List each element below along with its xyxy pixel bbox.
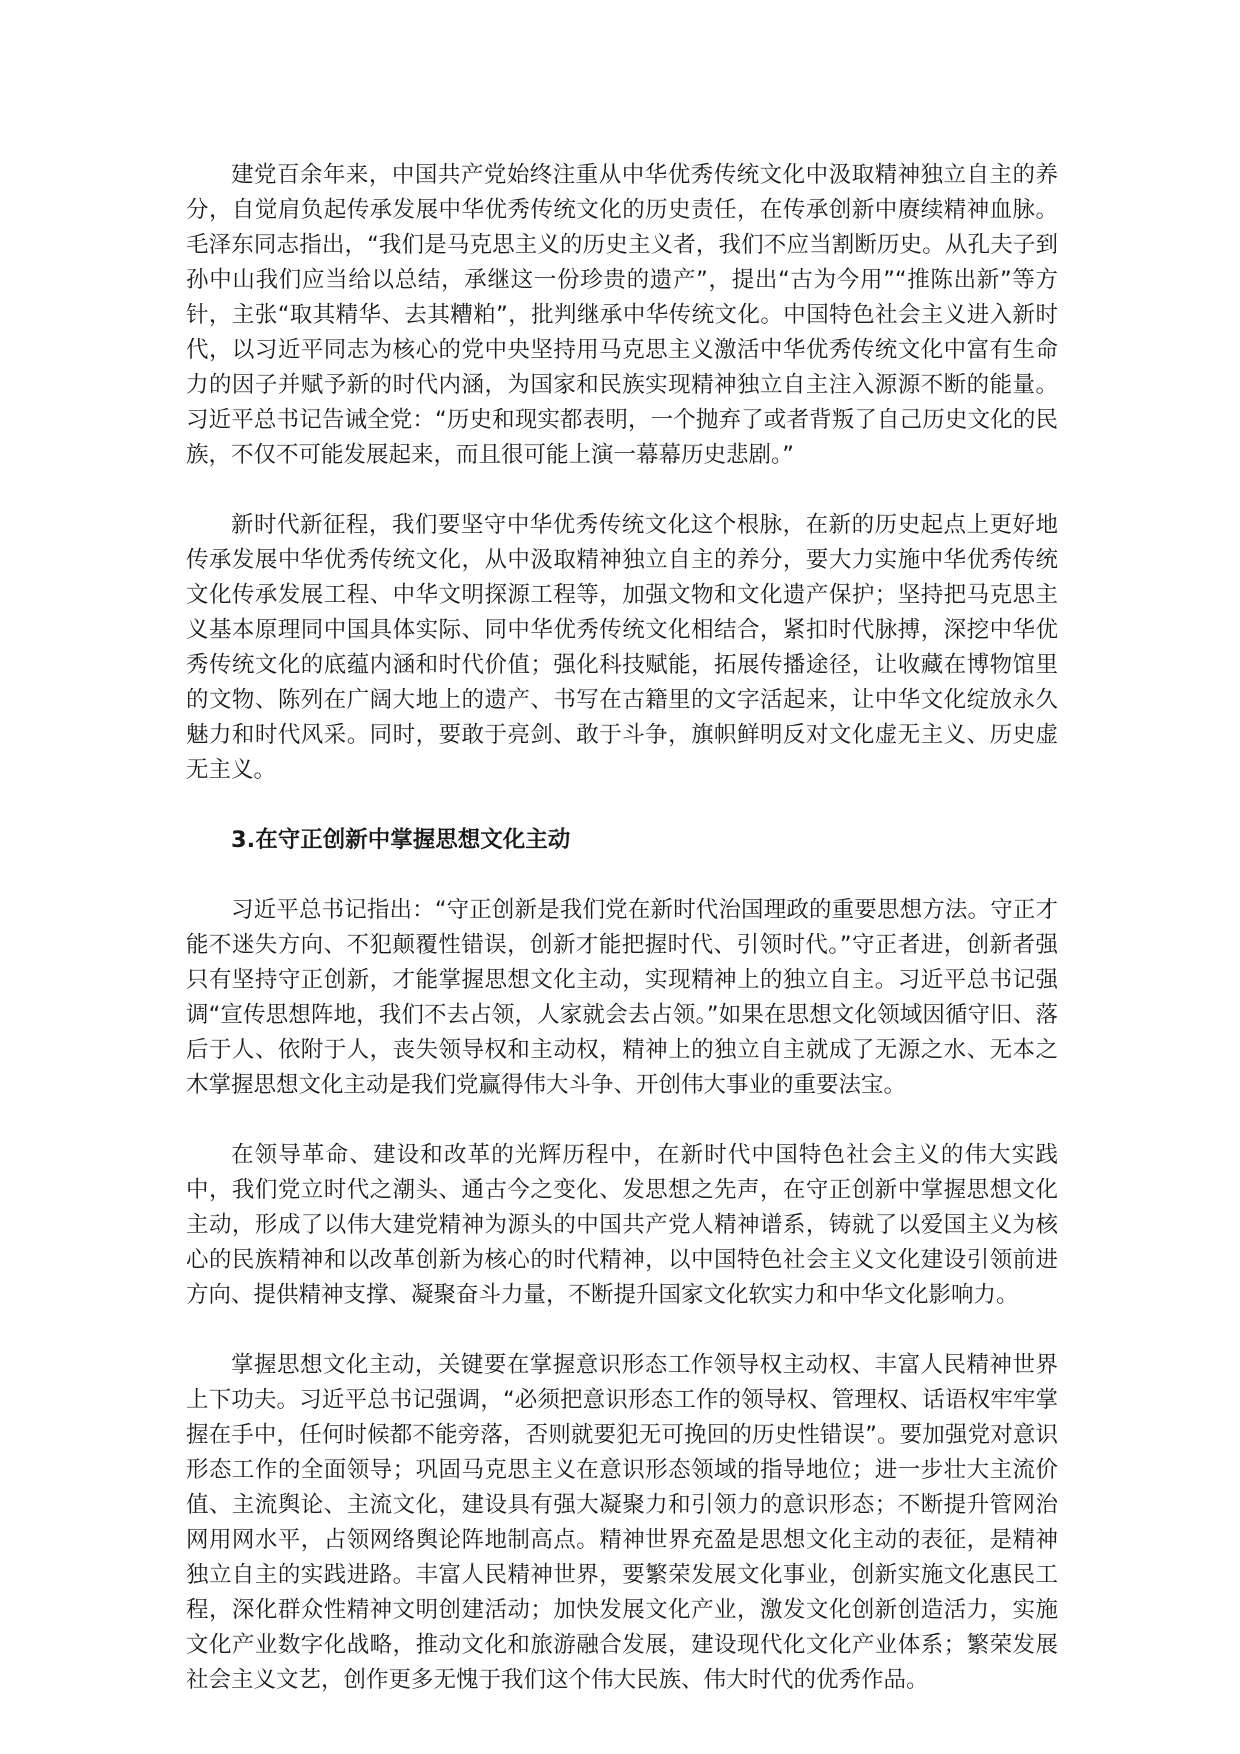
document-page [186, 158, 1058, 1698]
paragraph: 建党百余年来，中国共产党始终注重从中华优秀传统文化中汲取精神独立自主的养分，自觉肩负起传承发展中华优秀传统文化的历史责任，在传承创新中赓续精神血脉。毛泽东同志指出，“我们是马克思主义的历史主义者，我们不应当割断历史。从孔夫子到孙中山我们应当给以总结，承继这一份珍贵的遗产”，提出“古为今用”“推陈出新”等方针，主张“取其精华、去其糟粕”，批判继承中华传统文化。中国特色社会主义进入新时代，以习近平同志为核心的党中央坚持用马克思主义激活中华优秀传统文化中富有生命力的因子并赋予新的时代内涵，为国家和民族实现精神独立自主注入源源不断的能量。习近平总书记告诫全党：“历史和现实都表明，一个抛弃了或者背叛了自己历史文化的民族，不仅不可能发展起来，而且很可能上演一幕幕历史悲剧。” [186, 162, 1058, 468]
paragraph: 掌握思想文化主动，关键要在掌握意识形态工作领导权主动权、丰富人民精神世界上下功夫。习近平总书记强调，“必须把意识形态工作的领导权、管理权、话语权牢牢掌握在手中，任何时候都不能旁落，否则就要犯无可挽回的历史性错误”。要加强党对意识形态工作的全面领导；巩固马克思主义在意识形态领域的指导地位；进一步壮大主流价值、主流舆论、主流文化，建设具有强大凝聚力和引领力的意识形态；不断提升管网治网用网水平，占领网络舆论阵地制高点。精神世界充盈是思想文化主动的表征，是精神独立自主的实践进路。丰富人民精神世界，要繁荣发展文化事业，创新实施文化惠民工程，深化群众性精神文明创建活动；加快发展文化产业，激发文化创新创造活力，实施文化产业数字化战略，推动文化和旅游融合发展，建设现代化文化产业体系；繁荣发展社会主义文艺，创作更多无愧于我们这个伟大民族、伟大时代的优秀作品。 [186, 1352, 1058, 1693]
section-heading: 3.在守正创新中掌握思想文化主动 [231, 827, 571, 853]
paragraph: 习近平总书记指出：“守正创新是我们党在新时代治国理政的重要思想方法。守正才能不迷失方向、不犯颠覆性错误，创新才能把握时代、引领时代。”守正者进，创新者强只有坚持守正创新，才能掌握思想文化主动，实现精神上的独立自主。习近平总书记强调“宣传思想阵地，我们不去占领，人家就会去占领。”如果在思想文化领域因循守旧、落后于人、依附于人，丧失领导权和主动权，精神上的独立自主就成了无源之水、无本之木掌握思想文化主动是我们党赢得伟大斗争、开创伟大事业的重要法宝。 [186, 897, 1058, 1098]
paragraph: 新时代新征程，我们要坚守中华优秀传统文化这个根脉，在新的历史起点上更好地传承发展中华优秀传统文化，从中汲取精神独立自主的养分，要大力实施中华优秀传统文化传承发展工程、中华文明探源工程等，加强文物和文化遗产保护；坚持把马克思主义基本原理同中国具体实际、同中华优秀传统文化相结合，紧扣时代脉搏，深挖中华优秀传统文化的底蕴内涵和时代价值；强化科技赋能，拓展传播途径，让收藏在博物馆里的文物、陈列在广阔大地上的遗产、书写在古籍里的文字活起来，让中华文化绽放永久魅力和时代风采。同时，要敢于亮剑、敢于斗争，旗帜鲜明反对文化虚无主义、历史虚无主义。 [186, 512, 1058, 783]
paragraph: 在领导革命、建设和改革的光辉历程中，在新时代中国特色社会主义的伟大实践中，我们党立时代之潮头、通古今之变化、发思想之先声，在守正创新中掌握思想文化主动，形成了以伟大建党精神为源头的中国共产党人精神谱系，铸就了以爱国主义为核心的民族精神和以改革创新为核心的时代精神，以中国特色社会主义文化建设引领前进方向、提供精神支撑、凝聚奋斗力量，不断提升国家文化软实力和中华文化影响力。 [186, 1142, 1058, 1308]
